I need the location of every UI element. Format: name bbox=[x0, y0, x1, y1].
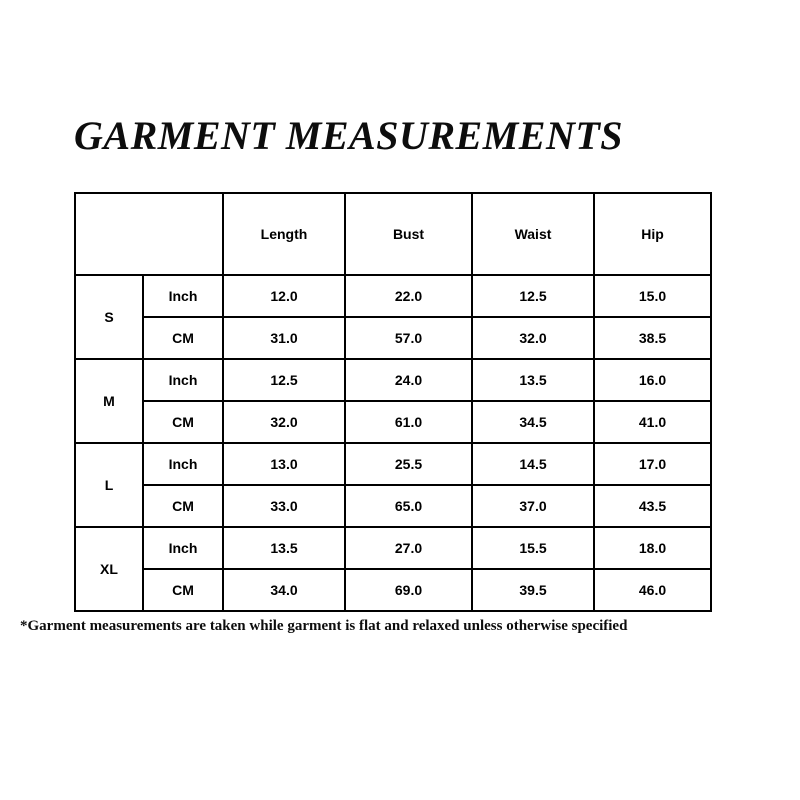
cell-xl-inch-waist: 15.5 bbox=[472, 527, 594, 569]
table-row bbox=[75, 527, 711, 569]
cell-m-inch-length: 12.5 bbox=[223, 359, 345, 401]
cell-s-cm-hip: 38.5 bbox=[594, 317, 711, 359]
cell-m-cm-waist: 34.5 bbox=[472, 401, 594, 443]
table-row bbox=[75, 485, 711, 527]
page-title: GARMENT MEASUREMENTS bbox=[74, 113, 624, 158]
measurements-table bbox=[74, 192, 712, 612]
cell-xl-inch-length: 13.5 bbox=[223, 527, 345, 569]
table-row bbox=[75, 317, 711, 359]
column-header-length: Length bbox=[223, 193, 345, 275]
cell-l-inch-length: 13.0 bbox=[223, 443, 345, 485]
unit-label-l-inch: Inch bbox=[143, 443, 223, 485]
cell-s-inch-hip: 15.0 bbox=[594, 275, 711, 317]
unit-label-xl-inch: Inch bbox=[143, 527, 223, 569]
cell-l-inch-hip: 17.0 bbox=[594, 443, 711, 485]
table-row bbox=[75, 401, 711, 443]
cell-xl-cm-length: 34.0 bbox=[223, 569, 345, 611]
size-label-s: S bbox=[75, 275, 143, 359]
table-row bbox=[75, 443, 711, 485]
cell-xl-cm-bust: 69.0 bbox=[345, 569, 472, 611]
cell-l-cm-bust: 65.0 bbox=[345, 485, 472, 527]
measurements-table-container bbox=[74, 192, 710, 612]
table-header-row bbox=[75, 193, 711, 275]
unit-label-s-cm: CM bbox=[143, 317, 223, 359]
cell-l-inch-bust: 25.5 bbox=[345, 443, 472, 485]
cell-m-cm-length: 32.0 bbox=[223, 401, 345, 443]
cell-s-cm-bust: 57.0 bbox=[345, 317, 472, 359]
cell-m-cm-hip: 41.0 bbox=[594, 401, 711, 443]
unit-corner-cell bbox=[75, 193, 223, 275]
cell-xl-inch-hip: 18.0 bbox=[594, 527, 711, 569]
cell-s-inch-bust: 22.0 bbox=[345, 275, 472, 317]
table-row bbox=[75, 275, 711, 317]
table-row bbox=[75, 569, 711, 611]
unit-label-s-inch: Inch bbox=[143, 275, 223, 317]
cell-xl-cm-hip: 46.0 bbox=[594, 569, 711, 611]
cell-s-cm-waist: 32.0 bbox=[472, 317, 594, 359]
cell-l-cm-hip: 43.5 bbox=[594, 485, 711, 527]
cell-m-inch-bust: 24.0 bbox=[345, 359, 472, 401]
column-header-hip: Hip bbox=[594, 193, 711, 275]
unit-label-m-cm: CM bbox=[143, 401, 223, 443]
cell-l-cm-waist: 37.0 bbox=[472, 485, 594, 527]
size-label-l: L bbox=[75, 443, 143, 527]
column-header-waist: Waist bbox=[472, 193, 594, 275]
footnote-text: *Garment measurements are taken while garment is flat and relaxed unless otherwise specified bbox=[20, 618, 628, 634]
corner-inch-label: Inch bbox=[152, 217, 180, 233]
unit-label-m-inch: Inch bbox=[143, 359, 223, 401]
unit-label-xl-cm: CM bbox=[143, 569, 223, 611]
cell-xl-inch-bust: 27.0 bbox=[345, 527, 472, 569]
column-header-bust: Bust bbox=[345, 193, 472, 275]
unit-label: Unit: bbox=[116, 226, 147, 242]
corner-cm-label: CM bbox=[155, 234, 176, 250]
size-label-m: M bbox=[75, 359, 143, 443]
cell-l-cm-length: 33.0 bbox=[223, 485, 345, 527]
cell-s-inch-length: 12.0 bbox=[223, 275, 345, 317]
cell-xl-cm-waist: 39.5 bbox=[472, 569, 594, 611]
unit-label-l-cm: CM bbox=[143, 485, 223, 527]
cell-m-cm-bust: 61.0 bbox=[345, 401, 472, 443]
cell-s-inch-waist: 12.5 bbox=[472, 275, 594, 317]
cell-m-inch-hip: 16.0 bbox=[594, 359, 711, 401]
cell-l-inch-waist: 14.5 bbox=[472, 443, 594, 485]
table-row bbox=[75, 359, 711, 401]
size-label-xl: XL bbox=[75, 527, 143, 611]
cell-s-cm-length: 31.0 bbox=[223, 317, 345, 359]
cell-m-inch-waist: 13.5 bbox=[472, 359, 594, 401]
